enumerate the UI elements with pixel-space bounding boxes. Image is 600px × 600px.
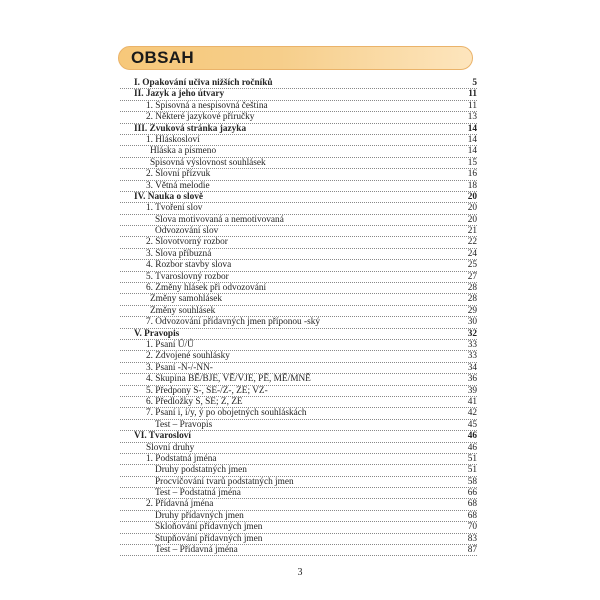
- toc-entry: [120, 340, 477, 351]
- toc-entry-page: 33: [467, 351, 477, 362]
- toc-entry: [120, 89, 477, 100]
- toc-entry-title: Test – Podstatná jména: [155, 488, 241, 499]
- toc-entry: [120, 317, 477, 328]
- toc-entry-page: 41: [467, 396, 477, 407]
- table-of-contents: [120, 78, 477, 556]
- toc-entry-page: 5: [472, 78, 477, 88]
- toc-entry-title: Odvozování slov: [155, 226, 219, 237]
- toc-entry: [120, 454, 477, 465]
- toc-entry-page: 24: [467, 248, 477, 259]
- toc-entry-title: 2. Slovní přízvuk: [146, 169, 211, 180]
- toc-entry-title: 1. Spisovná a nespisovná čeština: [146, 100, 268, 111]
- toc-entry: [120, 522, 477, 533]
- toc-entry-page: 83: [467, 533, 477, 544]
- toc-entry-page: 11: [468, 89, 477, 100]
- toc-entry: [120, 169, 477, 180]
- toc-entry: [120, 192, 477, 203]
- toc-entry: [120, 283, 477, 294]
- toc-entry-page: 45: [467, 419, 477, 430]
- toc-entry-title: 3. Větná melodie: [146, 180, 210, 191]
- toc-entry-page: 51: [467, 465, 477, 476]
- toc-entry-title: Test – Pravopis: [155, 419, 213, 430]
- toc-entry-page: 30: [467, 317, 477, 328]
- toc-entry-title: 2. Slovotvorný rozbor: [146, 237, 228, 248]
- toc-entry-title: 1. Hláskosloví: [146, 134, 200, 145]
- toc-entry: [120, 215, 477, 226]
- toc-entry-title: 3. Psaní -N-/-NN-: [146, 362, 213, 373]
- toc-entry-title: V. Pravopis: [134, 328, 180, 339]
- toc-entry-title: 1. Podstatná jména: [146, 453, 217, 464]
- toc-entry: [120, 272, 477, 283]
- toc-entry: [120, 260, 477, 271]
- toc-entry: [120, 112, 477, 123]
- toc-entry-page: 14: [467, 146, 477, 157]
- toc-entry-title: Změny samohlásek: [150, 294, 223, 305]
- toc-entry-page: 13: [467, 112, 477, 123]
- toc-entry-title: 1. Tvoření slov: [146, 203, 203, 214]
- toc-entry: [120, 420, 477, 431]
- toc-entry-title: 2. Některé jazykové příručky: [146, 112, 255, 123]
- toc-entry-page: 27: [467, 271, 477, 282]
- toc-entry: [120, 397, 477, 408]
- toc-entry-page: 66: [467, 488, 477, 499]
- toc-entry: [120, 534, 477, 545]
- toc-entry: [120, 351, 477, 362]
- toc-entry-page: 46: [467, 431, 477, 442]
- toc-entry-title: Stupňování přídavných jmen: [155, 533, 263, 544]
- toc-entry-page: 32: [467, 328, 477, 339]
- toc-entry-title: 3. Slova příbuzná: [146, 248, 212, 259]
- toc-entry-page: 46: [467, 442, 477, 453]
- toc-entry: [120, 477, 477, 488]
- toc-entry: [120, 226, 477, 237]
- toc-entry-page: 39: [467, 385, 477, 396]
- toc-entry-page: 70: [467, 522, 477, 533]
- toc-entry-page: 58: [467, 476, 477, 487]
- toc-entry: [120, 249, 477, 260]
- toc-entry-page: 15: [467, 157, 477, 168]
- toc-entry-title: IV. Nauka o slově: [134, 191, 204, 202]
- toc-entry: [120, 443, 477, 454]
- toc-entry-title: 6. Změny hlásek při odvozování: [146, 283, 267, 294]
- toc-entry-title: 7. Psaní i, í/y, ý po obojetných souhláskách: [146, 408, 307, 419]
- toc-entry: [120, 386, 477, 397]
- toc-entry-title: 5. Předpony S-, SE-/Z-, ZE; VZ-: [146, 385, 268, 396]
- toc-entry: [120, 124, 477, 135]
- toc-entry: [120, 488, 477, 499]
- toc-entry: [120, 511, 477, 522]
- toc-entry: [120, 181, 477, 192]
- toc-entry-title: Procvičování tvarů podstatných jmen: [155, 476, 294, 487]
- toc-entry: [120, 374, 477, 385]
- toc-entry-page: 36: [467, 374, 477, 385]
- toc-entry-title: Hláska a písmeno: [150, 146, 217, 157]
- contents-heading-banner: [118, 46, 473, 70]
- toc-entry: [120, 237, 477, 248]
- toc-entry-title: 6. Předložky S, SE; Z, ZE: [146, 396, 243, 407]
- toc-entry-title: Slovní druhy: [146, 442, 195, 453]
- toc-entry: [120, 146, 477, 157]
- toc-entry-page: 20: [467, 203, 477, 214]
- toc-entry: [120, 431, 477, 442]
- toc-entry-title: 4. Skupina BĚ/BJE, VĚ/VJE, PĚ, MĚ/MNĚ: [146, 374, 311, 385]
- toc-entry-page: 68: [467, 499, 477, 510]
- toc-entry-page: 51: [467, 453, 477, 464]
- toc-entry-title: Druhy podstatných jmen: [155, 465, 247, 476]
- toc-entry: [120, 101, 477, 112]
- toc-entry-title: Slova motivovaná a nemotivovaná: [155, 214, 284, 225]
- toc-entry-title: 7. Odvozování přídavných jmen příponou -ský: [146, 317, 321, 328]
- toc-entry: [120, 135, 477, 146]
- toc-entry: [120, 499, 477, 510]
- toc-entry-page: 20: [467, 214, 477, 225]
- toc-entry-title: Změny souhlásek: [150, 305, 216, 316]
- toc-entry-page: 42: [467, 408, 477, 419]
- toc-entry-title: 2. Zdvojené souhlásky: [146, 351, 230, 362]
- toc-entry-title: 1. Psaní Ú/Ů: [146, 339, 194, 350]
- toc-entry-page: 25: [467, 260, 477, 271]
- toc-entry-title: Druhy přídavných jmen: [155, 510, 244, 521]
- toc-entry: [120, 294, 477, 305]
- toc-entry-page: 68: [467, 510, 477, 521]
- toc-entry-page: 28: [467, 294, 477, 305]
- toc-entry: [120, 306, 477, 317]
- toc-entry-page: 28: [467, 283, 477, 294]
- toc-entry-title: 4. Rozbor stavby slova: [146, 260, 232, 271]
- toc-entry: [120, 78, 477, 89]
- toc-entry-title: II. Jazyk a jeho útvary: [134, 89, 225, 100]
- toc-entry: [120, 329, 477, 340]
- toc-entry-page: 16: [467, 169, 477, 180]
- toc-entry: [120, 408, 477, 419]
- toc-entry-page: 21: [467, 226, 477, 237]
- toc-entry-title: Skloňování přídavných jmen: [155, 522, 263, 533]
- toc-entry: [120, 203, 477, 214]
- toc-entry: [120, 545, 477, 556]
- toc-entry-page: 34: [467, 362, 477, 373]
- toc-entry-title: 2. Přídavná jména: [146, 499, 214, 510]
- toc-entry-page: 33: [467, 339, 477, 350]
- toc-entry: [120, 158, 477, 169]
- toc-entry-title: VI. Tvarosloví: [134, 431, 191, 442]
- toc-entry-title: III. Zvuková stránka jazyka: [134, 123, 247, 134]
- toc-entry-page: 18: [467, 180, 477, 191]
- toc-entry-page: 11: [468, 100, 477, 111]
- toc-entry-title: Spisovná výslovnost souhlásek: [150, 157, 266, 168]
- toc-entry-title: I. Opakování učiva nižších ročníků: [134, 78, 273, 88]
- toc-entry-page: 22: [467, 237, 477, 248]
- toc-entry-page: 14: [467, 134, 477, 145]
- toc-entry: [120, 465, 477, 476]
- toc-entry: [120, 363, 477, 374]
- page-title: OBSAH: [131, 48, 194, 67]
- toc-entry-page: 20: [467, 191, 477, 202]
- toc-entry-page: 29: [467, 305, 477, 316]
- toc-entry-title: Test – Přídavná jména: [155, 545, 238, 556]
- toc-entry-page: 14: [467, 123, 477, 134]
- page-number: 3: [297, 567, 303, 578]
- toc-entry-title: 5. Tvaroslovný rozbor: [146, 271, 229, 282]
- toc-entry-page: 87: [467, 545, 477, 556]
